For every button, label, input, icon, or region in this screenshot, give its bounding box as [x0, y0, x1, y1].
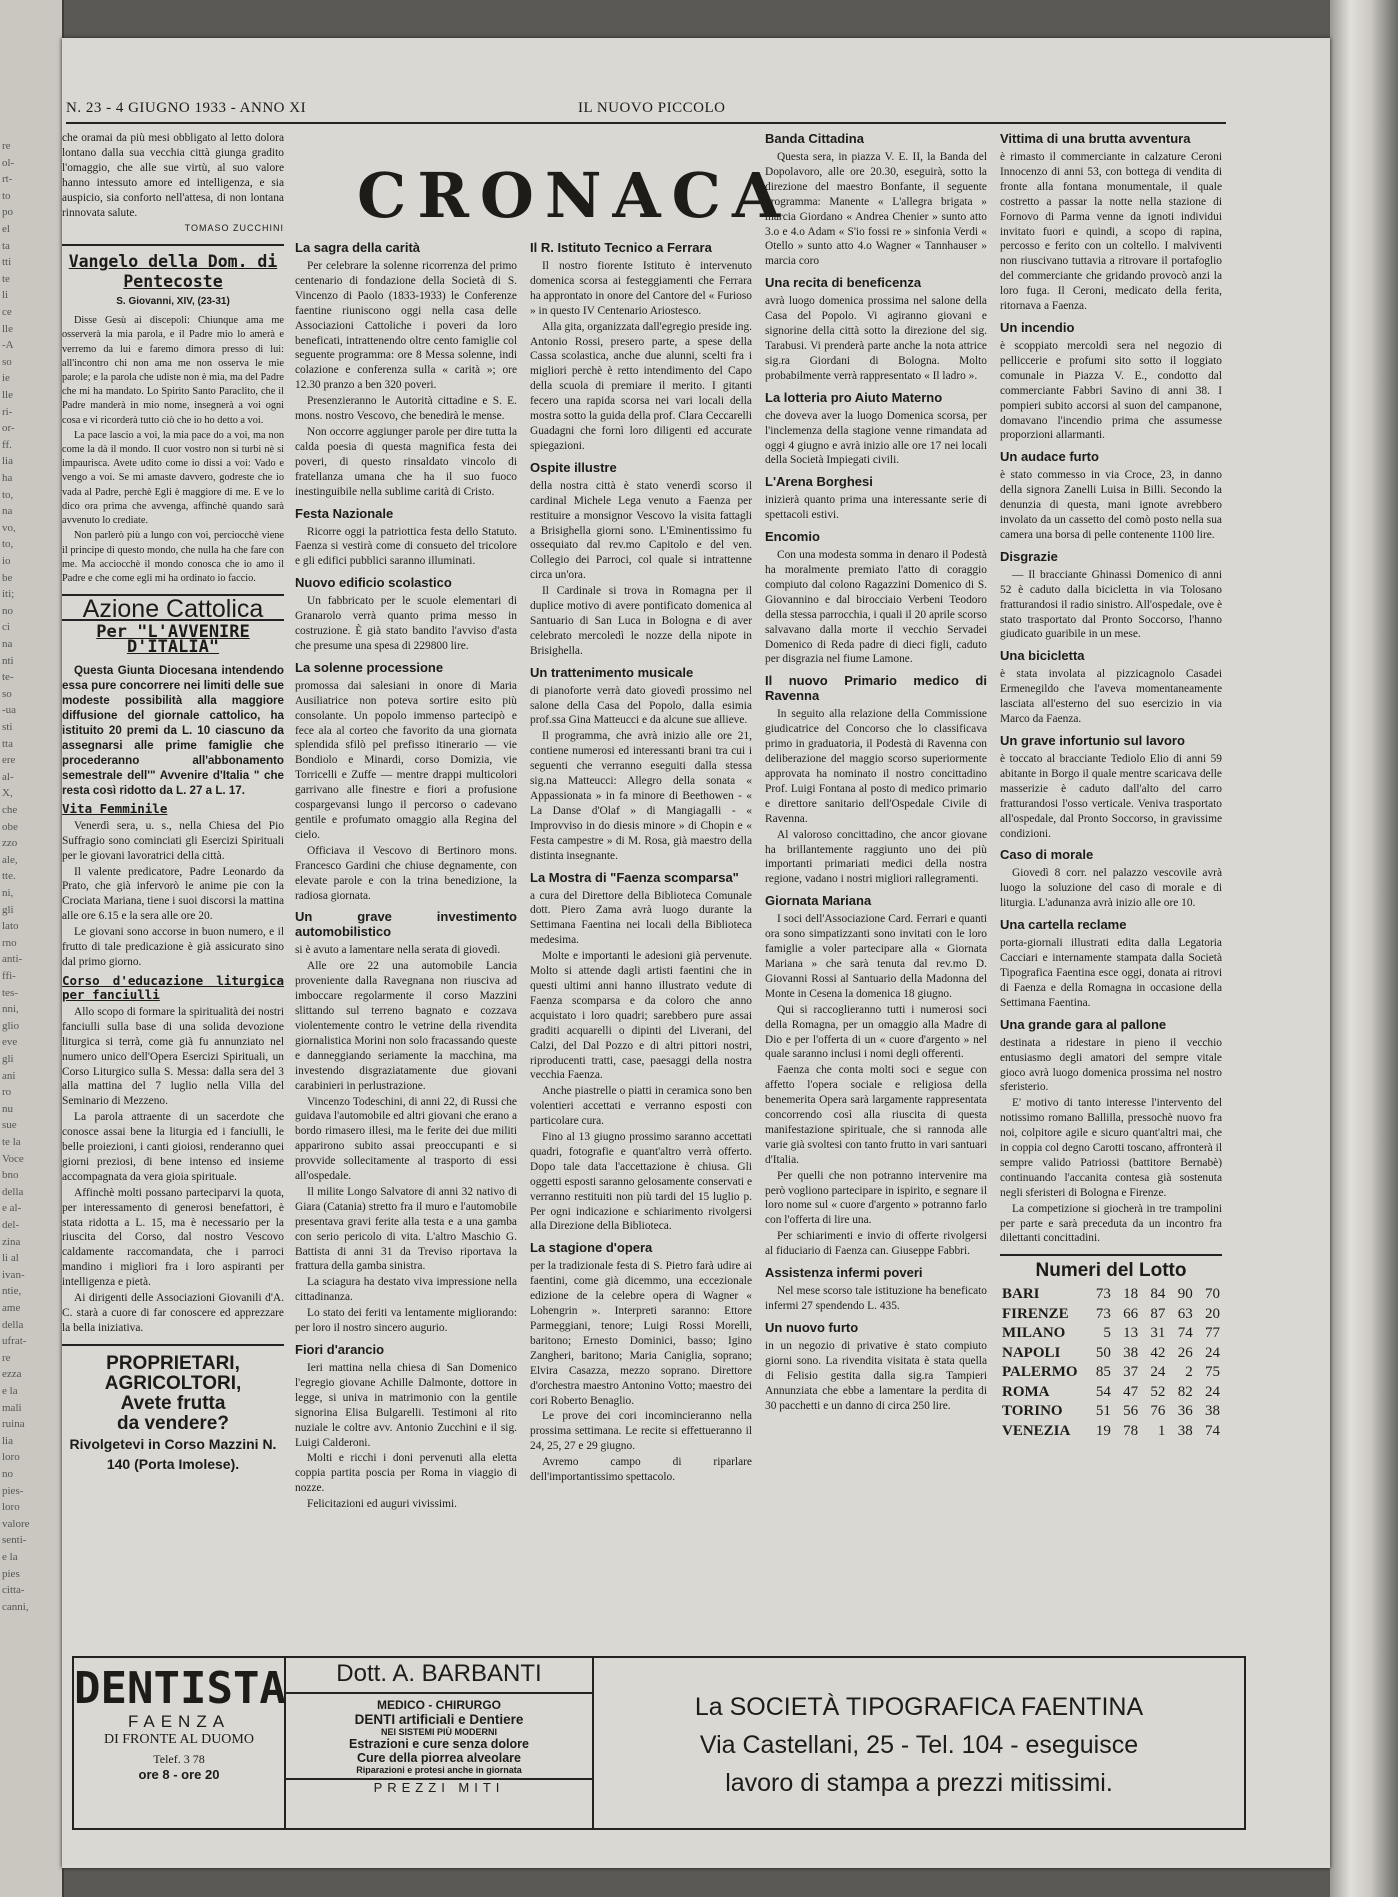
issue-info: N. 23 - 4 GIUGNO 1933 - ANNO XI — [66, 100, 307, 116]
adjacent-page-text: tte. — [2, 870, 16, 883]
adjacent-page-text: lia — [2, 455, 13, 468]
lotto-number: 24 — [1205, 1383, 1220, 1400]
investimento-paragraph: si è avuto a lamentare nella serata di giovedì. — [295, 944, 501, 957]
primario-paragraph: In seguito alla relazione della Commissione giudicatrice del Concorso che lo classificava primo in graduatoria, il Podestà di Ravenna con deliberazione del maggio scorso superiormente approvata ha nominato il nostro concittadino Prof. Luigi Fontana al posto di medico primario e direttore sanitario dell'Ospedale Civile di Ravenna. — [765, 708, 987, 825]
lotto-row — [1000, 1324, 1222, 1344]
lotto-number: 74 — [1205, 1422, 1220, 1439]
vittima-paragraph: è rimasto il commerciante in calzature Ceroni Innocenzo di anni 53, con bottega di vendita di fronte alla fontana monumentale, il quale costretto a passar la notte nella stazione di Fornovo di Parma venne da ignoti individui invitato fuori e quindi, a scopo di rapina, percosso e ferito con un coltello. I malviventi non riuscivano tuttavia a ritrovare il portafoglio del commerciante che gridando provocò anzi la loro fuga. Il Ceroni, medicato della ferita, ritornava a Faenza. — [1000, 151, 1222, 313]
banda-paragraph: Questa sera, in piazza V. E. II, la Banda del Dopolavoro, alle ore 20.30, eseguirà, sotto la direzione del maestro Bonfante, il seguente programma: Manente « L'allegra brigata » marcia Giordano « Andrea Chenier » sunto atto 3.o e 4.o Adam « S'io fossi re » sinfonia Verdi « Otello » sunto atto 4.o Wagner « Tannhauser » marcia coro — [765, 151, 987, 268]
column-3 — [530, 234, 752, 1486]
adjacent-page-text: pies- — [2, 1484, 24, 1497]
opera-paragraph: Le prove dei cori incomincieranno nella prossima settimana. Le recite si effettueranno il 24, 25, 27 e 29 giugno. — [530, 1410, 752, 1453]
adjacent-page-text: ri- — [2, 405, 13, 418]
adjacent-page-text: po — [2, 206, 13, 219]
adjacent-page-text: ale, — [2, 853, 18, 866]
fiori-paragraph: Felicitazioni ed auguri vivissimi. — [307, 1498, 457, 1511]
giornata-paragraph: Faenza che conta molti soci e segue con affetto l'opera sociale e religiosa della benemerita Opera sarà largamente rappresentata concorrendo così alla riuscita di questa manifestazione spirituale, che si rannoda alle varie già svoltesi con tanto frutto in vari santuari d'Italia. — [765, 1064, 987, 1166]
adjacent-page-text: e al- — [2, 1202, 22, 1215]
adjacent-page-text: citta- — [2, 1584, 25, 1597]
adjacent-page-text: nti — [2, 654, 14, 667]
lotteria-heading: La lotteria pro Aiuto Materno — [765, 389, 943, 405]
adjacent-page-text: to, — [2, 488, 14, 501]
assistenza-paragraph: Nel mese scorso tale istituzione ha beneficato infermi 27 spendendo L. 435. — [765, 1285, 987, 1312]
adjacent-page-text: ce — [2, 306, 12, 318]
adjacent-page-text: della — [2, 1318, 24, 1331]
lotto-number: 73 — [1095, 1286, 1111, 1303]
furto-heading: Un nuovo furto — [765, 1319, 859, 1335]
ad-line: Rivolgetevi in Corso Mazzini N. 140 (Porta Imolese). — [69, 1435, 277, 1472]
adjacent-page-fragment — [0, 0, 64, 1897]
adjacent-page-text: senti- — [2, 1534, 27, 1547]
adjacent-page-text: Voce — [2, 1152, 24, 1165]
tipografia-line: lavoro di stampa a prezzi mitissimi. — [725, 1769, 1113, 1797]
morale-heading: Caso di morale — [1000, 847, 1094, 863]
edificio-paragraph: Un fabbricato per le scuole elementari di Granarolo verrà quanto prima messo in costruzione. È già stato bandito l'avviso d'asta che presume una spesa di 229800 lire. — [295, 595, 517, 652]
adjacent-page-text: so — [2, 687, 12, 700]
lotto-city: NAPOLI — [1002, 1344, 1061, 1361]
furto-paragraph: in un negozio di privative è stato compiuto giorni sono. La rivendita visitata è stata quella di Felisio gestita dalla sig.ra Tampieri Annunziata che ebbe a lamentare la perdita di 30 pacchetti e un danno di circa 250 lire. — [765, 1339, 987, 1412]
lotto-number: 56 — [1123, 1403, 1139, 1420]
opera-paragraph: per la tradizionale festa di S. Pietro farà udire ai faentini, come già dicemmo, una eccezionale edizione de la celebre opera di Wagner « Lohengrin ». Interpreti saranno: Ettore Parmeggiani, tenore; Luigi Rossi Morelli, baritono; Ernesto Dominici, basso; Igino Zangheri, baritono; Maria Caniglia, soprano; Elvira Casazza, mezzo soprano. Direttore d'orchestra maestro Antonino Votto; maestro dei cori Roberto Benaglio. — [530, 1260, 752, 1407]
lotteria-paragraph: che doveva aver la luogo Domenica scorsa, per l'inclemenza della stagione venne rimandata ad oggi 4 giugno e avrà inizio alle ore 17 nei locali della Società Impiegati civili. — [765, 409, 987, 467]
investimento-paragraph: Alle ore 22 una automobile Lancia proveniente dalla Ravegnana non riusciva ad imboccare regolarmente il corso Mazzini slittando sul terreno bagnato e cozzava violentemente contro le vetrine della rivendita giornalistica Morini non solo fracassando queste e danneggiando seriamente la macchina, ma investendo disgraziatamente due giovani carabinieri in perlustrazione. — [295, 960, 517, 1092]
adjacent-page-text: re — [2, 140, 11, 152]
gara-heading: Una grande gara al pallone — [1000, 1016, 1167, 1032]
opera-paragraph: Avremo campo di riparlare dell'importantissimo spettacolo. — [530, 1456, 752, 1484]
bicicletta-heading: Una bicicletta — [1000, 648, 1085, 664]
adjacent-page-text: te — [2, 272, 10, 285]
adjacent-page-text: ruina — [2, 1418, 25, 1431]
adjacent-page-text: valore — [2, 1517, 30, 1530]
adjacent-page-text: li al — [2, 1252, 19, 1265]
adjacent-page-text: ol- — [2, 156, 15, 169]
lotto-number: 18 — [1123, 1286, 1139, 1303]
adjacent-page-text: nni, — [2, 1003, 19, 1016]
dentista-phone: Telef. 3 78 — [153, 1752, 205, 1766]
corso-paragraph: Allo scopo di formare la spiritualità dei nostri fanciulli sulla base di una solida devozione liturgica si terrà, come già fu annunziato nel numero unico dell'Opera Esercizi Spirituali, un Corso Liturgico sulla S. Messa: dalla sera del 3 alla mattina del 7 luglio nella Villa del Seminario di Mezzeno. — [62, 1005, 284, 1108]
adjacent-page-text: della — [2, 1185, 24, 1198]
adjacent-page-text: -ua — [2, 704, 17, 717]
mostra-paragraph: Anche piastrelle o piatti in ceramica sono ben volentieri accettati e verranno esposti con particolare cura. — [530, 1085, 752, 1128]
adjacent-page-text: lle — [2, 322, 13, 335]
lotto-number: 37 — [1123, 1364, 1139, 1381]
giornata-paragraph: Qui si raccoglieranno tutti i numerosi soci della Romagna, per un omaggio alla Madre di Dio e per l'offerta di un « cuore d'argento » nel quale saranno inclusi i nomi degli offerenti. — [765, 1003, 987, 1061]
adjacent-page-text: vo, — [2, 521, 16, 534]
mostra-paragraph: Fino al 13 giugno prossimo saranno accettati quadri, fotografie e quant'altro verrà offerto. Dopo tale data l'accettazione è chiusa. Gli oggetti esposti saranno gelosamente conservati e verranno restituiti non più tardi del 15 luglio p. Per ogni indicazione e schiarimento rivolgersi alla Direzione della Biblioteca. — [530, 1131, 752, 1233]
lotto-city: BARI — [1002, 1286, 1040, 1303]
ad-line: PROPRIETARI, — [106, 1352, 240, 1374]
lotto-number: 70 — [1205, 1286, 1220, 1303]
disgrazie-paragraph: — Il bracciante Ghinassi Domenico di anni 52 è caduto dalla bicicletta in via Tolosano fratturandosi il radio sinistro. All'ospedale, ove è stato trasportato dal Pronto Soccorso, l'hanno giudicato guaribile in un mese. — [1000, 568, 1222, 641]
giornata-paragraph: Per schiarimenti e invio di offerte rivolgersi al fiduciario di Faenza can. Giuseppe Fabbri. — [765, 1230, 987, 1258]
barbanti-cure: Cure della piorrea alveolare — [357, 1751, 521, 1765]
lotto-number: 78 — [1123, 1422, 1139, 1439]
lotto-number: 84 — [1150, 1286, 1166, 1303]
adjacent-page-text: be — [2, 571, 13, 584]
adjacent-page-text: ufrat- — [2, 1335, 27, 1348]
divider — [62, 244, 284, 246]
dentista-city: FAENZA — [127, 1712, 231, 1731]
investimento-paragraph: Il milite Longo Salvatore di anni 32 nativo di Giara (Catania) stretto fra il muro e l'automobile presentava gravi ferite alla testa e a una gamba con serio pericolo di vita. L'altro Maschio G. Battista di anni 31 da Treviso riportava la frattura della gamba sinistra. — [295, 1185, 517, 1273]
arena-paragraph: inizierà quanto prima una interessante serie di spettacoli estivi. — [765, 494, 987, 522]
adjacent-page-text: pies — [2, 1567, 20, 1580]
vangelo-paragraph: Non parlerò più a lungo con voi, perciocchè viene il principe di questo mondo, che nulla ha che fare con me. Ma acciocchè il mondo conosca che io amo il Padre e che come egli mi ha ordinato io faccio. — [62, 530, 284, 584]
adjacent-page-text: sti — [2, 721, 13, 733]
lotto-number: 26 — [1177, 1344, 1193, 1361]
column-4 — [765, 131, 987, 1414]
intro-text: che oramai da più mesi obbligato al letto dolora lontano dalla sua vecchia città giunga gradito l'omaggio, che alle sue virtù, al suo valore hanno intessuto amore ed intelligenza, e sia auspicio, sia conforto nell'attesa, di non lontana rinnovata salute. — [62, 132, 284, 219]
audace-heading: Un audace furto — [1000, 449, 1099, 465]
ad-line: Avete frutta — [120, 1392, 226, 1414]
cartella-paragraph: porta-giornali illustrati edita dalla Legatoria Cacciari e internamente stampata dalla Società Tipografica Faentina esce oggi, donata ai ritrovi di Faenza e della Romagna in occasione della Settimana Faentina. — [1000, 937, 1222, 1009]
cartella-heading: Una cartella reclame — [1000, 917, 1127, 933]
mostra-paragraph: Molte e importanti le adesioni già pervenute. Molto si attende dagli artisti faentini che in questi ultimi anni hanno illustrato vedute di Faenza scomparsa e da coloro che anno acquistato i loro quadri; sarebbero pure assai graditi acquarelli o dipinti del Liverani, del Calzi, del Dal Pozzo e di altri pittori nostri, riproducenti tratti, case, paesaggi della nostra vecchia Faenza. — [530, 950, 752, 1082]
lotto-row — [1000, 1305, 1222, 1325]
mostra-heading: La Mostra di "Faenza scomparsa" — [530, 869, 739, 885]
fiori-heading: Fiori d'arancio — [295, 1342, 385, 1357]
adjacent-page-text: ta — [2, 239, 10, 252]
corso-paragraph: La parola attraente di un sacerdote che conosce assai bene la liturgia ed i fanciulli, le belle proiezioni, i canti gioiosi, renderanno quei giorni preziosi, di bene intenso ed insieme accompagnata da vera gioia spirituale. — [62, 1111, 284, 1183]
adjacent-page-text: anti- — [2, 953, 23, 966]
gara-paragraph: destinata a ridestare in pieno il vecchio entusiasmo degli amatori del sempre vitale gioco avrà luogo domenica prossima nel nostro sferisterio. — [1000, 1036, 1222, 1094]
adjacent-page-text: loro — [2, 1451, 20, 1464]
dentista-hours: ore 8 - ore 20 — [138, 1767, 220, 1782]
dentista-title: DENTISTA — [74, 1663, 286, 1714]
trattenimento-heading: Un trattenimento musicale — [530, 664, 694, 680]
adjacent-page-text: zina — [2, 1235, 21, 1248]
adjacent-page-text: ntie, — [2, 1285, 22, 1298]
ad-line: da vendere? — [117, 1412, 229, 1434]
page-header — [66, 96, 1226, 124]
newspaper-name: IL NUOVO PICCOLO — [578, 100, 726, 116]
dentista-ad — [74, 1658, 286, 1828]
section-masthead: CRONACA — [357, 159, 792, 232]
adjacent-page-text: glio — [2, 1019, 20, 1032]
adjacent-page-text: re — [2, 1351, 11, 1364]
vangelo-paragraph: La pace lascio a voi, la mia pace do a voi, ma non come la dà il mondo. Il cuor vostro non si turbi nè si impaurisca. Avete udito come io dissi a voi: Vado e vengo a voi. Se mi amaste davvero, godreste che io vada al Padre, perchè Egli è maggiore di me. E ve lo dico ora prima che avvenga, affinchè quando sarà avvenuto lo crediate. — [62, 429, 284, 527]
barbanti-role: MEDICO - CHIRURGO — [377, 1698, 501, 1712]
sagra-paragraph: Per celebrare la solenne ricorrenza del primo centenario di fondazione della Società di S. Vincenzo di Paolo (1833-1933) le Conferenze faentine riuniscono oggi nella casa delle Associazioni Cattoliche i poveri da loro beneficati, intrattenendo oltre cento famiglie col seguente programma: ore 8 Messa solenne, indi colazione e conferenza sulla « carità »; ore 12.30 pranzo a ben 320 poveri. — [295, 260, 517, 392]
adjacent-page-text: lia — [2, 1434, 13, 1447]
ospite-heading: Ospite illustre — [530, 459, 617, 475]
corso-heading: Corso d'educazione liturgica per fanciulli — [62, 972, 284, 1002]
festa-paragraph: Ricorre oggi la patriottica festa dello Statuto. Faenza si vestirà come di consueto del tricolore e gli edifici pubblici saranno illuminati. — [295, 525, 517, 568]
vita-paragraph: Il valente predicatore, Padre Leonardo da Prato, che già infervorò le anime pie con la Crociata Mariana, tiene i suoi discorsi la mattina alle ore 6.15 e la sera alle ore 20. — [62, 865, 284, 923]
lotto-number: 24 — [1205, 1344, 1220, 1361]
adjacent-page-text: ffi- — [2, 970, 16, 982]
adjacent-page-text: X, — [2, 787, 13, 800]
barbanti-denti: DENTI artificiali e Dentiere — [354, 1712, 524, 1727]
lotto-row — [1000, 1383, 1222, 1403]
arena-heading: L'Arena Borghesi — [765, 474, 873, 490]
adjacent-page-text: lato — [2, 920, 19, 933]
fiori-paragraph: Molti e ricchi i doni pervenuti alla eletta coppia partita poscia per Roma in viaggio di nozze. — [295, 1452, 517, 1495]
adjacent-page-text: to — [2, 189, 11, 202]
adjacent-page-text: li — [2, 289, 9, 302]
adjacent-page-text: e la — [2, 1385, 18, 1397]
adjacent-page-text: na — [2, 638, 13, 650]
corso-paragraph: Ai dirigenti delle Associazioni Giovanili d'A. C. starà a cuore di far conoscere ed apprezzare la bella iniziativa. — [62, 1292, 284, 1334]
lotto-number: 52 — [1150, 1383, 1166, 1400]
giornata-paragraph: Per quelli che non potranno intervenire ma però vogliono partecipare in ispirito, e segnare il loro nome sul « cuore d'argento » potranno farlo con l'offerta di lire una. — [765, 1169, 987, 1227]
lotto-number: 90 — [1177, 1286, 1193, 1303]
corso-paragraph: Affinchè molti possano parteciparvi la quota, per interessamento di generosi benefattori, è stata ridotta a L. 15, ma è necessario per la riuscita del Corso, dal nostro Vescovo caldamente raccomandata, che i parroci mandino i migliori fra i loro aspiranti per intelligenza e pietà. — [62, 1186, 284, 1289]
istituto-heading: Il R. Istituto Tecnico a Ferrara — [530, 240, 712, 255]
investimento-paragraph: Lo stato dei feriti va lentamente migliorando: per loro il nostro sincero augurio. — [295, 1307, 517, 1335]
lotto-number: 51 — [1095, 1403, 1111, 1420]
barbanti-estrazioni: Estrazioni e cure senza dolore — [349, 1737, 529, 1751]
lotto-number: 50 — [1095, 1344, 1111, 1361]
incendio-paragraph: è scoppiato mercoldì sera nel negozio di pelliccerie e profumi sito sotto il loggiato comunale in Piazza V. E., condotto dal commerciante Fabbri Savino di anni 38. I pompieri subito accorsi al suon del campanone, domavano l'incendio prima che assumesse proporzioni allarmanti. — [1000, 339, 1222, 442]
fiori-paragraph: Ieri mattina nella chiesa di San Domenico l'egregio giovane Achille Dalmonte, dottore in legge, si univa in matrimonio con la gentile signorina Elisa Bulgarelli. Testimoni al rito nuziale le coltre avv. Antonio Zucchini e il sig. Luigi Calderoni. — [295, 1362, 517, 1449]
adjacent-page-text: no — [2, 1468, 13, 1480]
barbanti-riparazioni: Riparazioni e protesi anche in giornata — [356, 1765, 522, 1775]
adjacent-page-text: gli — [2, 1053, 14, 1065]
lotto-city: MILANO — [1002, 1325, 1066, 1342]
investimento-paragraph: Vincenzo Todeschini, di anni 22, di Russi che guidava l'automobile ed altri giovani che erano a bordo rimasero illesi, ma le ferite dei due militi apparirono subito assai preoccupanti e si provvide sollecitamente al trasporto di essi all'ospedale. — [295, 1095, 517, 1183]
primario-paragraph: Al valoroso concittadino, che ancor giovane ha brillantemente raggiunto uno dei più importanti primariati medici della nostra regione, vadano i nostri migliori rallegramenti. — [765, 828, 987, 886]
adjacent-page-text: ezza — [2, 1368, 22, 1381]
tipografia-line: Via Castellani, 25 - Tel. 104 - eseguisce — [699, 1731, 1139, 1759]
adjacent-page-text: ani — [2, 1069, 16, 1082]
column-2 — [295, 234, 517, 1513]
istituto-paragraph: Il nostro fiorente Istituto è intervenuto domenica scorsa ai festeggiamenti che Ferrara ha approntato in onore del Cantore del « Furioso » in questo IV Centenario Ariostesco. — [530, 260, 752, 317]
lotto-number: 54 — [1095, 1383, 1111, 1400]
investimento-heading: Un grave investimento automobilistico — [295, 909, 517, 940]
lotto-number: 42 — [1150, 1344, 1166, 1361]
adjacent-page-text: che — [2, 804, 18, 816]
adjacent-page-text: io — [2, 555, 11, 567]
adjacent-page-text: del- — [2, 1219, 20, 1231]
lotto-number: 63 — [1177, 1305, 1193, 1322]
ospite-paragraph: Il Cardinale si trova in Romagna per il duplice motivo di avere pontificato domenica al Santuario di San Luca in Bologna e di aver celebrato mercoledì le nozze della nipote in Brisighella. — [530, 585, 752, 657]
lotto-row — [1000, 1363, 1222, 1383]
lotto-title: Numeri del Lotto — [1035, 1260, 1187, 1282]
vita-femminile-heading: Vita Femminile — [62, 800, 168, 816]
infortunio-heading: Un grave infortunio sul lavoro — [1000, 733, 1185, 748]
istituto-paragraph: Alla gita, organizzata dall'egregio preside ing. Antonio Rossi, presero parte, a spese della Cassa scolastica, anche due alunni, scelti fra i migliori perchè è retto intendimento del Capo della scuola di premiare il merito. I gitanti fecero una rapida scorsa nei vari locali della mostra sotto la guida della prof. Clara Ceccarelli Guadagni che fornì loro diligenti ed accurate spiegazioni. — [530, 320, 752, 452]
recita-paragraph: avrà luogo domenica prossima nel salone della Casa del Popolo. Vi agiranno giovani e signorine della città sotto la direzione del sig. Tarabusi. Vi prenderà parte anche la nota attrice sig.ra Giordani di Bologna. Molto probabilmente verrà rappresentato « Il ladro ». — [765, 295, 987, 382]
tipografia-line: La SOCIETÀ TIPOGRAFICA FAENTINA — [694, 1693, 1144, 1721]
lotto-number: 47 — [1123, 1383, 1139, 1400]
processione-paragraph: promossa dai salesiani in onore di Maria Ausiliatrice non poteva sortire esito più consolante. Un popolo immenso partecipò e fece ala al corteo che favorito da una giornata splendida sfilò pel prefisso itinerario — vie Bondiolo e Minardi, corso Domizia, vie Torricelli e Zuffe — mentre drappi multicolori garrivano alle finestre e fiori a profusione cospargevansi lungo il percorso o cadevano gentile e profumato omaggio alla Regina del cielo. — [295, 679, 517, 841]
lotto-city: PALERMO — [1002, 1364, 1078, 1381]
adjacent-page-text: mali — [2, 1401, 22, 1414]
lotto-number: 75 — [1205, 1364, 1220, 1381]
adjacent-page-text: nu — [2, 1102, 13, 1115]
lotto-number: 1 — [1157, 1422, 1166, 1439]
lotto-number: 77 — [1205, 1325, 1220, 1342]
encomio-paragraph: Con una modesta somma in denaro il Podestà ha moralmente premiato l'atto di coraggio compiuto dal colono Ragazzini Domenico di S. Giovannino e dal birocciaio Verbeni Teodoro della stessa parrocchia, i quali il 20 aprile scorso salvavano dalla morte il vecchio Servadei Domenico di Reda padre di dieci figli, caduto per disgrazia nel fiume Lamone. — [765, 549, 987, 666]
vangelo-title: Vangelo della Dom. di Pentecoste — [68, 252, 278, 292]
barbanti-prezzi: PREZZI MITI — [286, 1778, 592, 1795]
lotto-number: 31 — [1150, 1325, 1166, 1342]
adjacent-page-text: ci — [2, 621, 10, 634]
sagra-paragraph: Presenzieranno le Autorità cittadine e S. E. mons. nostro Vescovo, che benedirà le mense. — [295, 395, 517, 423]
lotto-city: ROMA — [1002, 1383, 1050, 1400]
adjacent-page-text: iti; — [2, 588, 15, 601]
lotto-number: 19 — [1095, 1422, 1111, 1439]
primario-heading: Il nuovo Primario medico di Ravenna — [765, 673, 987, 704]
infortunio-paragraph: è toccato al bracciante Tediolo Elio di anni 59 abitante in Borgo il quale mentre scaricava delle masserizie è caduto dall'alto del carro fratturandosi l'osso verticale. Veniva trasportato all'ospedale, dal Pronto Soccorso, in gravissime condizioni. — [1000, 753, 1222, 840]
adjacent-page-text: or- — [2, 422, 15, 435]
gara-paragraph: La competizione si giocherà in tre trampolini per parte e sarà preceduta da un incontro fra dilettanti concittadini. — [1000, 1202, 1222, 1245]
lotto-number: 87 — [1150, 1305, 1166, 1322]
adjacent-page-text: tes- — [2, 986, 18, 999]
adjacent-page-text: lle — [2, 389, 13, 401]
lotto-number: 38 — [1205, 1403, 1220, 1420]
adjacent-page-text: to, — [2, 538, 14, 551]
giornata-heading: Giornata Mariana — [765, 893, 872, 909]
investimento-paragraph: La sciagura ha destato viva impressione nella cittadinanza. — [295, 1276, 517, 1304]
dentista-location: DI FRONTE AL DUOMO — [104, 1732, 254, 1747]
processione-paragraph: Officiava il Vescovo di Bertinoro mons. Francesco Gardini che chiuse degnamente, con elevate parole e con la trina benedizione, la radiosa giornata. — [295, 844, 517, 902]
adjacent-page-text: zzo — [2, 837, 18, 850]
giornata-paragraph: I soci dell'Associazione Card. Ferrari e quanti ora sono simpatizzanti sono invitati con le loro famiglie a voler partecipare alla « Giornata Mariana » che sarà tenuta dal rev.mo D. Giovanni Rossi al Santuario della Madonna del Monte in Cesena la domenica 18 giugno. — [765, 913, 987, 1000]
lotto-number: 13 — [1123, 1325, 1139, 1342]
lotto-number: 36 — [1177, 1403, 1193, 1420]
lotto-city: FIRENZE — [1002, 1305, 1069, 1322]
adjacent-page-text: te- — [2, 671, 14, 684]
lotto-row — [1000, 1285, 1222, 1305]
adjacent-page-text: canni, — [2, 1600, 29, 1613]
vangelo-paragraph: Disse Gesù ai discepoli: Chiunque ama me osserverà la mia parola, e il Padre mio lo amerà e verremo da lui e faremo dimora presso di lui: all'incontro chi non ama me non osserva le mie parole; e la parola che udiste non è mia, ma del Padre che mi ha mandato. Lo Spirito Santo Paraclito, che il Padre manderà in mio nome, insegnerà a voi ogni cosa e vi ricorderà tutto ciò che io ho detto a voi. — [62, 315, 284, 426]
encomio-heading: Encomio — [765, 529, 820, 545]
adjacent-page-text: tti — [2, 256, 12, 269]
lotto-city: VENEZIA — [1002, 1422, 1071, 1439]
divider — [62, 1344, 284, 1346]
proprietari-ad — [62, 1354, 284, 1474]
adjacent-page-text: no — [2, 604, 13, 617]
adjacent-page-text: so — [2, 355, 12, 368]
ospite-paragraph: della nostra città è stato venerdì scorso il cardinal Michele Lega venuto a Faenza per restituire a monsignor Vescovo la visita fattagli a Brisighella giorni sono. L'Eminentissimo fu ossequiato dal rev.mo Capitolo e del ven. Collegio dei Parroci, col quale si intrattenne circa un'ora. — [530, 479, 752, 582]
lotto-row — [1000, 1402, 1222, 1422]
lotto-number: 5 — [1103, 1325, 1111, 1342]
lotto-number: 73 — [1095, 1305, 1111, 1322]
lotto-row — [1000, 1344, 1222, 1364]
adjacent-page-text: gli — [2, 903, 14, 916]
banda-heading: Banda Cittadina — [765, 131, 864, 146]
lotto-number: 20 — [1205, 1305, 1220, 1322]
lotto-number: 24 — [1150, 1364, 1166, 1381]
edificio-heading: Nuovo edificio scolastico — [295, 575, 452, 591]
lotto-number: 76 — [1150, 1403, 1166, 1420]
sagra-heading: La sagra della carità — [295, 240, 421, 255]
column-1 — [62, 131, 284, 1474]
book-edge — [1330, 0, 1398, 1897]
processione-heading: La solenne processione — [295, 659, 444, 675]
lotto-number: 2 — [1185, 1364, 1193, 1381]
avvenire-title: Per "L'AVVENIRE D'ITALIA" — [96, 622, 250, 657]
lotto-city: TORINO — [1002, 1403, 1063, 1420]
intro-signature: TOMASO ZUCCHINI — [184, 223, 284, 234]
sagra-paragraph: Non occorre aggiunger parole per dire tutta la calda poesia di questa magnifica festa dei poveri, di questo rinsaldato vincolo di fratellanza umana che ha il suo fuoco inestinguibile nella sublime carità di Cristo. — [295, 425, 517, 498]
lotto-number: 74 — [1177, 1325, 1193, 1342]
recita-heading: Una recita di beneficenza — [765, 275, 922, 291]
lotto-number: 38 — [1123, 1344, 1139, 1361]
adjacent-page-text: e la — [2, 1551, 18, 1563]
adjacent-page-text: ere — [2, 754, 16, 767]
divider — [1000, 1254, 1222, 1256]
vita-paragraph: Le giovani sono accorse in buon numero, e il frutto di tale predicazione è già assicurato sino dal primo giorno. — [62, 926, 284, 968]
vangelo-reference: S. Giovanni, XIV, (23-31) — [116, 296, 230, 308]
adjacent-page-text: obe — [2, 820, 18, 833]
incendio-heading: Un incendio — [1000, 319, 1075, 335]
adjacent-page-text: ro — [2, 1086, 12, 1099]
adjacent-page-text: el — [2, 223, 10, 235]
assistenza-heading: Assistenza infermi poveri — [765, 1265, 923, 1281]
tipografia-ad — [594, 1658, 1244, 1828]
avvenire-text: Questa Giunta Diocesana intendendo essa pure concorrere nei limiti delle sue modeste possibilità alla maggiore diffusione del giornale cattolico, ha istituito 20 premi da L. 10 ciascuno da assegnarsi alle prime famiglie che procederanno all'abbonamento semestrale dell'" Avvenire d'Italia " che resta così ridotto da L. 27 a L. 17. — [62, 663, 284, 797]
adjacent-page-text: ame — [2, 1302, 21, 1314]
festa-heading: Festa Nazionale — [295, 505, 394, 521]
adjacent-page-text: ha — [2, 472, 13, 484]
adjacent-page-text: ff. — [2, 438, 12, 451]
adjacent-page-text: sue — [2, 1119, 17, 1132]
adjacent-page-text: al- — [2, 770, 14, 783]
adjacent-page-text: na — [2, 505, 13, 518]
trattenimento-paragraph: Il programma, che avrà inizio alle ore 21, contiene numerosi ed interessanti brani tra cui i seguenti che verranno eseguiti dalla stessa sig.na Matteucci: Allegro della sonata « Appassionata » in fa minore di Beethowen - « La Danse d'Olaf » di Mangiagalli - « Improvviso in do diesis minore » di Chopin e « Festa campestre » di M. Rosa, già maestro della distinta insegnante. — [530, 730, 752, 862]
lotto-number: 82 — [1177, 1383, 1193, 1400]
adjacent-page-text: bno — [2, 1169, 19, 1182]
vittima-heading: Vittima di una brutta avventura — [1000, 131, 1191, 146]
adjacent-page-text: ivan- — [2, 1268, 25, 1281]
lotto-table — [1000, 1285, 1222, 1441]
opera-heading: La stagione d'opera — [530, 1240, 653, 1256]
adjacent-page-text: -A — [2, 339, 14, 352]
ads-band — [72, 1656, 1246, 1830]
ad-line: AGRICOLTORI, — [104, 1372, 242, 1394]
adjacent-page-text: te la — [2, 1136, 21, 1148]
vita-paragraph: Venerdì sera, u. s., nella Chiesa del Pio Suffragio sono cominciati gli Esercizi Spirituali per le giovani lavoratrici della città. — [62, 819, 284, 862]
adjacent-page-text: tta — [2, 737, 13, 750]
adjacent-page-text: eve — [2, 1036, 18, 1049]
adjacent-page-text: ni, — [2, 887, 14, 899]
morale-paragraph: Giovedì 8 corr. nel palazzo vescovile avrà luogo la soluzione del caso di morale e di liturgia. L'adunanza avrà inizio alle ore 10. — [1000, 867, 1222, 910]
trattenimento-paragraph: di pianoforte verrà dato giovedì prossimo nel salone della Casa del Popolo, dalla esimia prof.ssa Gina Matteucci e da alcune sue allieve. — [530, 684, 752, 727]
barbanti-ad — [286, 1658, 594, 1828]
adjacent-page-text: ie — [2, 372, 10, 385]
mostra-paragraph: a cura del Direttore della Biblioteca Comunale dott. Piero Zama avrà luogo durante la Settimana Faentina nei locali della Biblioteca medesima. — [530, 889, 752, 947]
disgrazie-heading: Disgrazie — [1000, 548, 1058, 564]
barbanti-systems: NEI SISTEMI PIÙ MODERNI — [380, 1727, 497, 1737]
lotto-number: 85 — [1095, 1364, 1111, 1381]
newspaper-page — [62, 38, 1330, 1868]
adjacent-page-text: rno — [2, 936, 17, 949]
column-5 — [1000, 131, 1222, 1441]
bicicletta-paragraph: è stata involata al pizzicagnolo Casadei Ermenegildo che l'aveva momentaneamente lasciata all'esterno del suo esercizio in via Marco da Faenza. — [1000, 668, 1222, 726]
adjacent-page-text: loro — [2, 1501, 20, 1514]
lotto-row — [1000, 1422, 1222, 1442]
azione-cattolica-title: Azione Cattolica — [82, 595, 264, 624]
audace-paragraph: è stato commesso in via Croce, 23, in danno della signora Zanelli Luisa in Billi. Secondo la denunzia di questa, mani ignote avrebbero involato da un cassetto del comò posto nella sua camera una borsa di pelle contenente 1100 lire. — [1000, 469, 1222, 541]
gara-paragraph: E' motivo di tanto interesse l'intervento del notissimo romano Ballilla, pressochè nuovo fra noi, colpitore agile e sicuro quant'altri mai, che in coppia col degno Carotti toscano, affronterà il sempre valido Patriossi (battitore Bernabè) continuando l'accanita contesa già sostenuta negli sferisteri di Bologna e Firenze. — [1000, 1097, 1222, 1199]
barbanti-name: Dott. A. BARBANTI — [286, 1658, 592, 1694]
lotto-number: 66 — [1123, 1305, 1139, 1322]
lotto-number: 38 — [1177, 1422, 1193, 1439]
adjacent-page-text: rt- — [2, 173, 13, 186]
